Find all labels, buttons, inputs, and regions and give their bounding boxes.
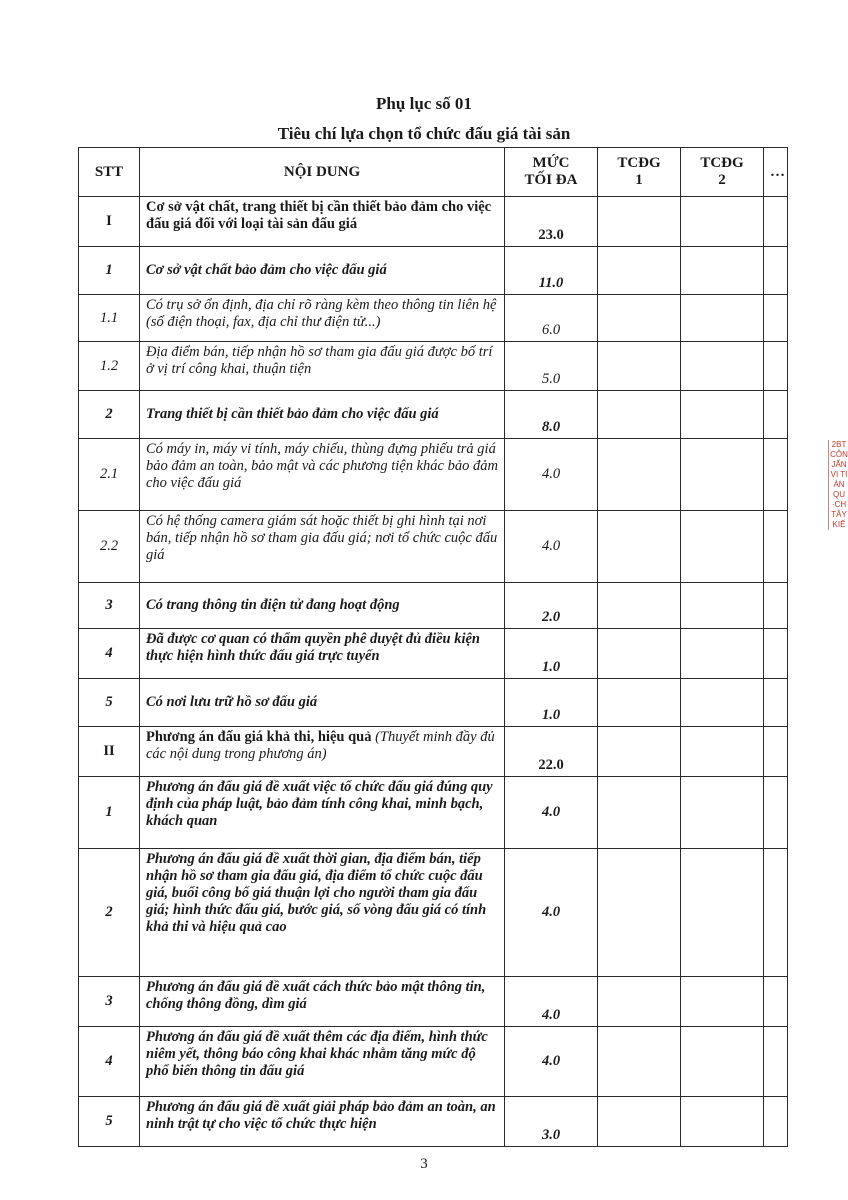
stamp-line: KIỂ <box>832 520 846 529</box>
row-max-score: 1.0 <box>505 629 598 679</box>
stamp-line: QU <box>833 490 845 499</box>
row-score-more <box>764 1097 788 1147</box>
row-score-org-1 <box>598 727 681 777</box>
row-content: Phương án đấu giá đề xuất thời gian, địa điểm bán, tiếp nhận hồ sơ tham gia đấu giá, địa điểm tổ chức cuộc đấu giá, buổi công bố giá thuận lợi cho người tham gia đấu giá; hình thức đấu giá, bước giá, số vòng đấu giá có tính khả thi và hiệu quả cao <box>140 849 505 977</box>
header-max-line2: TỐI ĐA <box>524 172 578 188</box>
row-content: Địa điểm bán, tiếp nhận hồ sơ tham gia đấu giá được bố trí ở vị trí công khai, thuận tiện <box>140 342 505 391</box>
row-score-org-2 <box>681 583 764 629</box>
row-score-org-1 <box>598 1027 681 1097</box>
header-org1-line2: 1 <box>635 172 643 188</box>
row-score-org-2 <box>681 849 764 977</box>
stamp-line: JẤN <box>831 460 847 469</box>
row-score-org-1 <box>598 511 681 583</box>
row-stt: 1 <box>79 247 140 295</box>
row-stt: I <box>79 197 140 247</box>
table-row <box>79 777 788 849</box>
margin-stamp <box>828 440 848 530</box>
row-content: Phương án đấu giá đề xuất giải pháp bảo đảm an toàn, an ninh trật tự cho việc tổ chức thực hiện <box>140 1097 505 1147</box>
row-stt: 1.2 <box>79 342 140 391</box>
row-score-org-2 <box>681 1097 764 1147</box>
row-max-score: 8.0 <box>505 391 598 439</box>
stamp-line: TÂY <box>831 510 847 519</box>
row-score-org-1 <box>598 583 681 629</box>
table-row <box>79 679 788 727</box>
row-max-score: 4.0 <box>505 511 598 583</box>
row-score-org-2 <box>681 1027 764 1097</box>
row-stt: 3 <box>79 583 140 629</box>
row-score-org-1 <box>598 1097 681 1147</box>
document-subtitle: Tiêu chí lựa chọn tổ chức đấu giá tài sản <box>277 124 571 143</box>
row-content: Có trang thông tin điện tử đang hoạt động <box>140 583 505 629</box>
stamp-line: VI TI <box>830 470 848 479</box>
row-content: Phương án đấu giá đề xuất việc tổ chức đấu giá đúng quy định của pháp luật, bảo đảm tính công khai, minh bạch, khách quan <box>140 777 505 849</box>
row-score-org-1 <box>598 391 681 439</box>
row-score-more <box>764 295 788 342</box>
row-score-org-2 <box>681 391 764 439</box>
table-row <box>79 1097 788 1147</box>
row-content: Phương án đấu giá đề xuất thêm các địa điểm, hình thức niêm yết, thông báo công khai khác nhằm tăng mức độ phổ biến thông tin đấu giá <box>140 1027 505 1097</box>
row-score-org-2 <box>681 197 764 247</box>
row-stt: II <box>79 727 140 777</box>
row-content: Phương án đấu giá đề xuất cách thức bảo mật thông tin, chống thông đồng, dìm giá <box>140 977 505 1027</box>
row-stt: 3 <box>79 977 140 1027</box>
row-score-more <box>764 247 788 295</box>
row-stt: 2 <box>79 849 140 977</box>
row-content: Có máy in, máy vi tính, máy chiếu, thùng đựng phiếu trả giá bảo đảm an toàn, bảo mật và các phương tiện khác bảo đảm cho việc đấu giá <box>140 439 505 511</box>
row-stt: 1.1 <box>79 295 140 342</box>
row-score-org-2 <box>681 295 764 342</box>
table-row <box>79 439 788 511</box>
row-score-org-1 <box>598 295 681 342</box>
table-row <box>79 1027 788 1097</box>
table-row <box>79 342 788 391</box>
row-score-org-2 <box>681 439 764 511</box>
table-header-row <box>79 148 788 197</box>
row-score-more <box>764 977 788 1027</box>
header-org-2 <box>681 148 764 197</box>
row-score-org-1 <box>598 977 681 1027</box>
row-score-org-2 <box>681 727 764 777</box>
criteria-table <box>78 147 788 1147</box>
row-score-org-2 <box>681 342 764 391</box>
row-stt: 5 <box>79 679 140 727</box>
row-max-score: 4.0 <box>505 777 598 849</box>
row-max-score: 23.0 <box>505 197 598 247</box>
row-score-org-1 <box>598 849 681 977</box>
header-stt: STT <box>79 148 140 197</box>
row-max-score: 5.0 <box>505 342 598 391</box>
header-org-1 <box>598 148 681 197</box>
stamp-line: 2BT <box>831 440 847 449</box>
row-max-score: 6.0 <box>505 295 598 342</box>
header-org2-line2: 2 <box>718 172 726 188</box>
table-row <box>79 511 788 583</box>
table-row <box>79 849 788 977</box>
row-max-score: 4.0 <box>505 439 598 511</box>
row-max-score: 1.0 <box>505 679 598 727</box>
table-row <box>79 197 788 247</box>
row-score-more <box>764 197 788 247</box>
row-score-org-2 <box>681 977 764 1027</box>
row-content: Có hệ thống camera giám sát hoặc thiết bị ghi hình tại nơi bán, tiếp nhận hồ sơ tham gia đấu giá; nơi tổ chức cuộc đấu giá <box>140 511 505 583</box>
row-score-more <box>764 511 788 583</box>
row-score-org-2 <box>681 511 764 583</box>
row-score-org-1 <box>598 777 681 849</box>
row-score-org-2 <box>681 629 764 679</box>
row-score-org-1 <box>598 247 681 295</box>
row-score-org-2 <box>681 679 764 727</box>
stamp-line: ÁN <box>833 480 845 489</box>
row-score-org-2 <box>681 777 764 849</box>
row-stt: 5 <box>79 1097 140 1147</box>
table-row <box>79 977 788 1027</box>
row-max-score: 3.0 <box>505 1097 598 1147</box>
row-score-more <box>764 849 788 977</box>
row-max-score: 22.0 <box>505 727 598 777</box>
row-max-score: 4.0 <box>505 977 598 1027</box>
row-max-score: 11.0 <box>505 247 598 295</box>
row-score-org-1 <box>598 342 681 391</box>
header-org1-line1: TCĐG <box>617 155 661 171</box>
row-stt: 4 <box>79 629 140 679</box>
page-number: 3 <box>420 1156 428 1172</box>
row-max-score: 2.0 <box>505 583 598 629</box>
document-title: Phụ lục số 01 <box>376 94 472 113</box>
header-content: NỘI DUNG <box>140 148 505 197</box>
row-content: Cơ sở vật chất bảo đảm cho việc đấu giá <box>140 247 505 295</box>
row-score-more <box>764 777 788 849</box>
row-score-more <box>764 342 788 391</box>
stamp-line: CÔN <box>830 450 848 459</box>
row-content-note: (Thuyết minh đầy đủ các nội dung trong phương án) <box>146 729 495 762</box>
row-score-org-1 <box>598 629 681 679</box>
row-score-org-1 <box>598 679 681 727</box>
row-score-org-2 <box>681 247 764 295</box>
row-content: Có trụ sở ổn định, địa chỉ rõ ràng kèm theo thông tin liên hệ (số điện thoại, fax, địa chỉ thư điện tử...) <box>140 295 505 342</box>
header-org2-line1: TCĐG <box>700 155 744 171</box>
row-content: Có nơi lưu trữ hồ sơ đấu giá <box>140 679 505 727</box>
row-stt: 4 <box>79 1027 140 1097</box>
row-content-main: Phương án đấu giá khả thi, hiệu quả <box>146 729 372 745</box>
row-score-more <box>764 679 788 727</box>
row-stt: 1 <box>79 777 140 849</box>
stamp-line: ·CH <box>831 500 847 509</box>
table-row <box>79 247 788 295</box>
table-row <box>79 727 788 777</box>
header-more: … <box>764 148 788 197</box>
row-score-more <box>764 583 788 629</box>
row-score-more <box>764 1027 788 1097</box>
row-score-more <box>764 727 788 777</box>
row-score-more <box>764 629 788 679</box>
row-stt: 2 <box>79 391 140 439</box>
table-row <box>79 391 788 439</box>
row-score-org-1 <box>598 197 681 247</box>
header-max-line1: MỨC <box>532 155 570 171</box>
table-row <box>79 295 788 342</box>
table-row <box>79 629 788 679</box>
row-score-more <box>764 439 788 511</box>
row-max-score: 4.0 <box>505 849 598 977</box>
row-stt: 2.1 <box>79 439 140 511</box>
row-score-org-1 <box>598 439 681 511</box>
row-stt: 2.2 <box>79 511 140 583</box>
row-score-more <box>764 391 788 439</box>
row-content <box>140 727 505 777</box>
row-max-score: 4.0 <box>505 1027 598 1097</box>
row-content: Trang thiết bị cần thiết bảo đảm cho việc đấu giá <box>140 391 505 439</box>
row-content: Cơ sở vật chất, trang thiết bị cần thiết bảo đảm cho việc đấu giá đối với loại tài sản đấu giá <box>140 197 505 247</box>
table-row <box>79 583 788 629</box>
header-max-score <box>505 148 598 197</box>
row-content: Đã được cơ quan có thẩm quyền phê duyệt đủ điều kiện thực hiện hình thức đấu giá trực tuyến <box>140 629 505 679</box>
